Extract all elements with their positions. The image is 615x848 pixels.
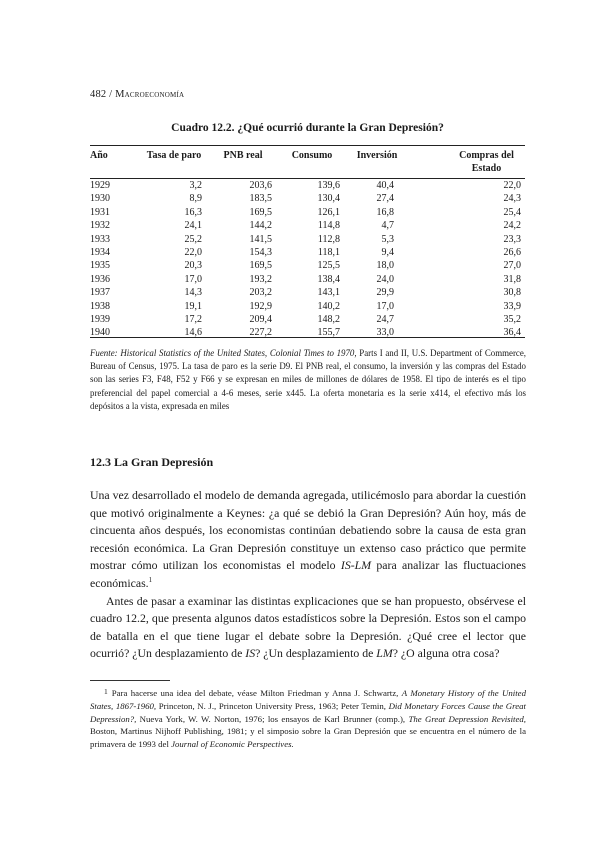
running-head — [90, 89, 184, 100]
table-cell: 9,4 — [381, 247, 394, 259]
table-row — [90, 259, 525, 272]
table-cell: 203,2 — [249, 287, 272, 299]
table-cell: 3,2 — [189, 180, 202, 191]
table-row — [90, 192, 525, 205]
table-cell: 33,0 — [376, 327, 394, 339]
table-cell: 139,6 — [317, 180, 340, 191]
table-cell: 27,0 — [503, 260, 521, 272]
table-cell: 29,9 — [376, 287, 394, 299]
table-cell: 1938 — [90, 300, 110, 312]
source-text: Parts I and II, U.S. Department of Commerce, Bureau of Census, 1975. La tasa de paro es la serie D9. El PNB real, el consumo, la inversión y las compras del Estado son las series F3, F48, F52 y F66 y se expresan en miles de millones de dólares de 1958. El tipo de interés es el tipo preferencial del papel comercial a 4-6 meses, serie x445. La oferta monetaria es la serie x414, el efectivo más los depósitos a la vista, expresada en miles — [90, 348, 527, 411]
table-cell: 169,5 — [249, 260, 272, 272]
footnote-1: 1 Para hacerse una idea del debate, véase Milton Friedman y Anna J. Schwartz, A Monetary History of the United States, 1867-1960, Princeton, N. J., Princeton University Press, 1963; Peter Temin, Did Monetary Forces Cause the Great Depression?, Nueva York, W. W. Norton, 1976; los ensayos de Karl Brunner (comp.), The Great Depression Revisited, Boston, Martinus Nijhoff Publishing, 1981; y el simposio sobre la Gran Depresión que se encuentra en el número de la primavera de 1993 del Journal of Economic Perspectives. — [90, 687, 526, 750]
table-cell: 143,1 — [317, 287, 340, 299]
table-cell: 24,3 — [503, 193, 521, 205]
body-text — [90, 487, 526, 663]
table-cell: 31,8 — [503, 273, 521, 285]
table-cell: 19,1 — [184, 300, 202, 312]
table-cell: 24,2 — [503, 220, 521, 232]
table-row — [90, 246, 525, 259]
table-cell: 5,3 — [381, 233, 394, 245]
column-header-government-purchases: Compras del Estado — [459, 150, 514, 174]
table-cell: 203,6 — [249, 180, 272, 191]
table-cell: 192,9 — [249, 300, 272, 312]
table-row — [90, 219, 525, 232]
table-cell: 154,3 — [249, 247, 272, 259]
column-header-unemployment: Tasa de paro — [146, 150, 202, 161]
table-cell: 17,0 — [376, 300, 394, 312]
table-cell: 23,3 — [503, 233, 521, 245]
table-cell: 26,6 — [503, 247, 521, 259]
book-title: Macroeconomía — [115, 89, 185, 100]
table-cell: 16,8 — [376, 206, 394, 218]
column-header-year: Año — [90, 150, 108, 161]
table-cell: 33,9 — [503, 300, 521, 312]
table-top-rule — [90, 145, 525, 146]
table-cell: 1935 — [90, 260, 110, 272]
table-cell: 1932 — [90, 220, 110, 232]
paragraph-2: Antes de pasar a examinar las distintas explicaciones que se han propuesto, obsérvese el cuadro 12.2, que presenta algunos datos estadísticos sobre la Depresión. Estos son el campo de batalla en el que tiene lugar el debate sobre la Depresión. ¿Qué cree el lector que ocurrió? ¿Un desplazamiento de IS? ¿Un desplazamiento de LM? ¿O alguna otra cosa? — [90, 593, 526, 661]
table-cell: 35,2 — [503, 314, 521, 326]
table-cell: 126,1 — [317, 206, 340, 218]
table-cell: 24,7 — [376, 314, 394, 326]
paragraph-1: Una vez desarrollado el modelo de demanda agregada, utilicémoslo para abordar la cuestión que motivó originalmente a Keynes: ¿a qué se debió la Gran Depresión? Aún hoy, más de cincuenta años después, los economistas continúan debatiendo sobre la causa de esta gran recesión económica. La Gran Depresión constituye un extenso caso práctico que permite mostrar cómo utilizan los economistas el modelo IS-LM para analizar las fluctuaciones económicas.$^1$ — [90, 488, 526, 590]
table-cell: 17,2 — [184, 314, 202, 326]
table-cell: 138,4 — [317, 273, 340, 285]
table-cell: 14,6 — [184, 327, 202, 339]
table-cell: 141,5 — [249, 233, 272, 245]
table-cell: 25,4 — [503, 206, 521, 218]
footnote-reference: 1 — [148, 576, 153, 585]
table-cell: 8,9 — [189, 193, 202, 205]
table-cell: 24,1 — [184, 220, 202, 232]
table-row — [90, 286, 525, 299]
footnote-number: 1 — [104, 687, 108, 696]
table-cell: 193,2 — [249, 273, 272, 285]
table-cell: 112,8 — [317, 233, 340, 245]
table-cell: 18,0 — [376, 260, 394, 272]
table-cell: 1939 — [90, 314, 110, 326]
table-cell: 27,4 — [376, 193, 394, 205]
table-cell: 1929 — [90, 180, 110, 191]
table-cell: 1930 — [90, 193, 110, 205]
table-cell: 22,0 — [184, 247, 202, 259]
source-title: Historical Statistics of the United States, Colonial Times to 1970, — [120, 348, 357, 358]
table-cell: 155,7 — [317, 327, 340, 339]
table-cell: 1937 — [90, 287, 110, 299]
table-cell: 227,2 — [249, 327, 272, 339]
table-cell: 20,3 — [184, 260, 202, 272]
table-cell: 1934 — [90, 247, 110, 259]
table-header-row — [90, 149, 525, 179]
table-cell: 130,4 — [317, 193, 340, 205]
table-row — [90, 300, 525, 313]
column-header-investment: Inversión — [356, 150, 398, 161]
table-cell: 25,2 — [184, 233, 202, 245]
table-cell: 22,0 — [503, 180, 521, 191]
table-cell: 169,5 — [249, 206, 272, 218]
table-cell: 1940 — [90, 327, 110, 339]
table-row — [90, 313, 525, 326]
table-cell: 1931 — [90, 206, 110, 218]
column-header-real-gnp: PNB real — [223, 150, 263, 161]
table-cell: 144,2 — [249, 220, 272, 232]
table-cell: 16,3 — [184, 206, 202, 218]
table-row — [90, 179, 525, 192]
table-cell: 114,8 — [317, 220, 340, 232]
table-cell: 24,0 — [376, 273, 394, 285]
table-cell: 183,5 — [249, 193, 272, 205]
table-cell: 40,4 — [376, 180, 394, 191]
table-cell: 125,5 — [317, 260, 340, 272]
footnote-rule — [90, 680, 170, 681]
table-cell: 36,4 — [503, 327, 521, 339]
table-cell: 140,2 — [317, 300, 340, 312]
table-source-note — [90, 347, 526, 413]
table-cell: 118,1 — [317, 247, 340, 259]
table-row — [90, 233, 525, 246]
page-number: 482 / — [90, 89, 113, 100]
table-cell: 148,2 — [317, 314, 340, 326]
table-cell: 1933 — [90, 233, 110, 245]
table-cell: 14,3 — [184, 287, 202, 299]
table-cell: 1936 — [90, 273, 110, 285]
column-header-consumption: Consumo — [291, 150, 333, 161]
table-row — [90, 326, 525, 339]
table-cell: 30,8 — [503, 287, 521, 299]
table-cell: 17,0 — [184, 273, 202, 285]
table-cell: 209,4 — [249, 314, 272, 326]
depression-data-table — [90, 149, 525, 340]
table-row — [90, 273, 525, 286]
table-cell: 4,7 — [381, 220, 394, 232]
section-heading: 12.3 La Gran Depresión — [90, 455, 214, 469]
table-body — [90, 179, 525, 340]
table-row — [90, 206, 525, 219]
table-title: Cuadro 12.2. ¿Qué ocurrió durante la Gran Depresión? — [171, 122, 444, 134]
source-label: Fuente: — [90, 348, 118, 358]
